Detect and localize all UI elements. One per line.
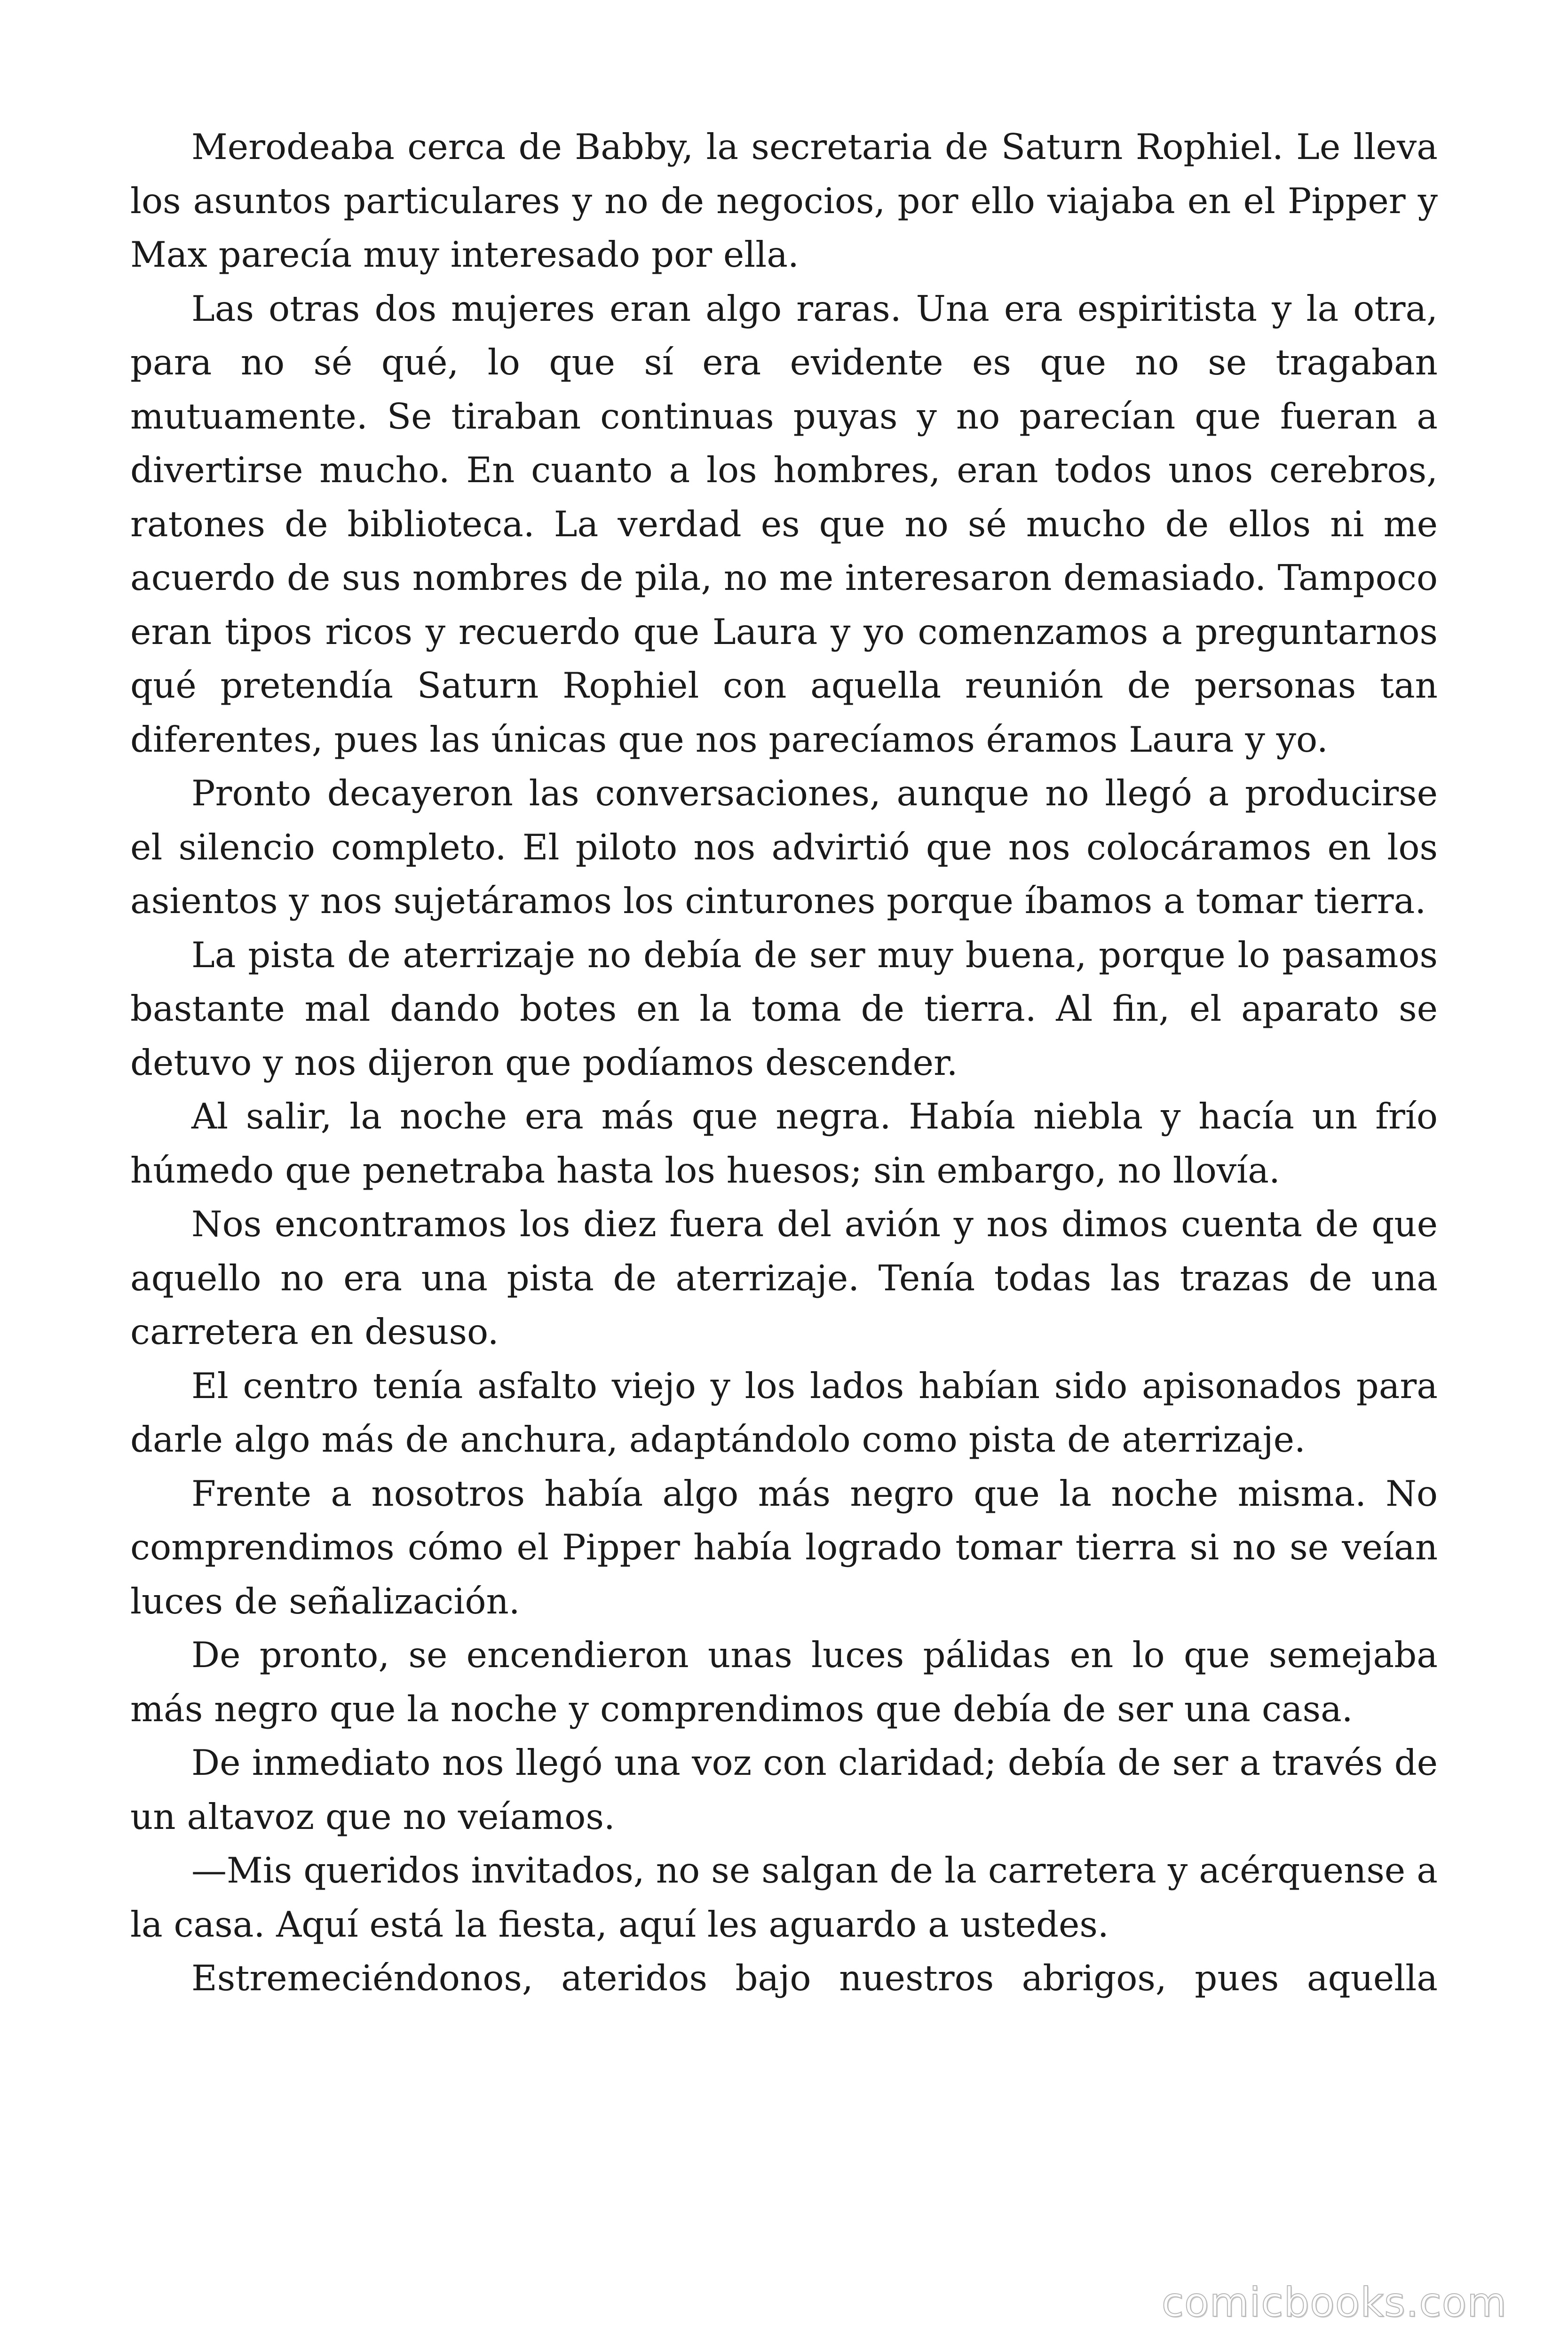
paragraph: Nos encontramos los diez fuera del avión y nos dimos cuenta de que aquello no era una pista de aterrizaje. Tenía todas las trazas de una carretera en desuso. bbox=[130, 1203, 1438, 1352]
body-text bbox=[130, 120, 1438, 2005]
paragraph: La pista de aterrizaje no debía de ser muy buena, porque lo pasamos bastante mal dando botes en la toma de tierra. Al fin, el aparato se detuvo y nos dijeron que podíamos descender. bbox=[130, 934, 1438, 1083]
paragraph: Merodeaba cerca de Babby, la secretaria de Saturn Rophiel. Le lleva los asuntos particulares y no de negocios, por ello viajaba en el Pipper y Max parecía muy interesado por ella. bbox=[130, 126, 1438, 275]
paragraph: Frente a nosotros había algo más negro que la noche misma. No comprendimos cómo el Pipper había logrado tomar tierra si no se veían luces de señalización. bbox=[130, 1472, 1438, 1622]
watermark: comicbooks.com bbox=[1161, 2279, 1507, 2326]
paragraph: El centro tenía asfalto viejo y los lados habían sido apisonados para darle algo más de anchura, adaptándolo como pista de aterrizaje. bbox=[130, 1365, 1438, 1460]
paragraph: Las otras dos mujeres eran algo raras. Una era espiritista y la otra, para no sé qué, lo que sí era evidente es que no se tragaban mutuamente. Se tiraban continuas puyas y no parecían que fueran a divertirse mucho. En cuanto a los hombres, eran todos unos cerebros, ratones de biblioteca. La verdad es que no sé mucho de ellos ni me acuerdo de sus nombres de pila, no me interesaron demasiado. Tampoco eran tipos ricos y recuerdo que Laura y yo comenzamos a preguntarnos qué pretendía Saturn Rophiel con aquella reunión de personas tan diferentes, pues las únicas que nos parecíamos éramos Laura y yo. bbox=[130, 287, 1438, 760]
paragraph: —Mis queridos invitados, no se salgan de la carretera y acérquense a la casa. Aquí está la fiesta, aquí les aguardo a ustedes. bbox=[130, 1850, 1438, 1945]
paragraph: Al salir, la noche era más que negra. Había niebla y hacía un frío húmedo que penetraba hasta los huesos; sin embargo, no llovía. bbox=[130, 1096, 1438, 1191]
paragraph: Pronto decayeron las conversaciones, aunque no llegó a producirse el silencio completo. El piloto nos advirtió que nos colocáramos en los asientos y nos sujetáramos los cinturones porque íbamos a tomar tierra. bbox=[130, 772, 1438, 922]
paragraph-continued: Estremeciéndonos, ateridos bajo nuestros abrigos, pues aquella bbox=[191, 1957, 1438, 1999]
paragraph: De pronto, se encendieron unas luces pálidas en lo que semejaba más negro que la noche y comprendimos que debía de ser una casa. bbox=[130, 1634, 1438, 1730]
paragraph: De inmediato nos llegó una voz con claridad; debía de ser a través de un altavoz que no veíamos. bbox=[130, 1742, 1438, 1837]
